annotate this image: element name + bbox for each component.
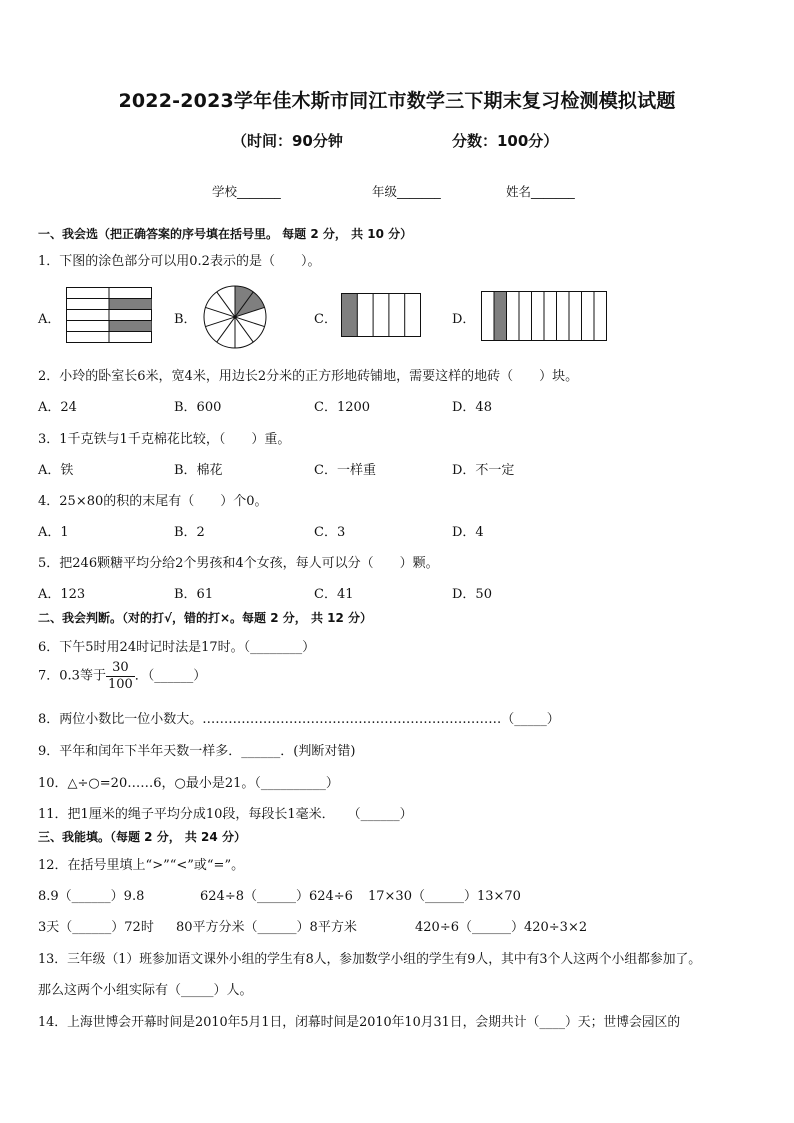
q4-option-a: A．1 — [38, 525, 69, 540]
question-3: 3．1千克铁与1千克棉花比较，（ ）重。 — [38, 432, 291, 447]
section-heading-1: 一、我会选（把正确答案的序号填在括号里。 每题 2 分， 共 10 分） — [38, 227, 413, 241]
question-9: 9．平年和闰年下半年天数一样多．______．(判断对错) — [38, 744, 356, 759]
question-10: 10．△÷○=20……6，○最小是21。（__________） — [38, 776, 339, 791]
q4-option-c: C．3 — [314, 525, 346, 540]
figure-a-shaded-cell — [109, 321, 152, 332]
question-5: 5．把246颗糖平均分给2个男孩和4个女孩，每人可以分（ ）颗。 — [38, 556, 439, 571]
q5-option-d: D．50 — [452, 587, 492, 602]
q1-figure-a — [66, 287, 152, 343]
q1-figure-b — [203, 285, 267, 349]
figure-c-shaded-column — [342, 294, 358, 337]
page-title: 2022-2023学年佳木斯市同江市数学三下期末复习检测模拟试题 — [118, 90, 676, 112]
name-field: 姓名_______ — [506, 184, 575, 199]
figure-d-shaded-column — [494, 292, 507, 341]
q12-item: 3天（______）72时 — [38, 920, 154, 935]
question-7 — [38, 660, 206, 693]
q7-suffix: ．（______） — [134, 668, 207, 684]
question-14: 14．上海世博会开幕时间是2010年5月1日，闭幕时间是2010年10月31日，会期共计（____）天；世博会园区的 — [38, 1015, 681, 1030]
q7-fraction — [106, 660, 135, 693]
q3-option-c: C．一样重 — [314, 463, 376, 478]
section-heading-3: 三、我能填。（每题 2 分， 共 24 分） — [38, 830, 246, 844]
q12-item: 420÷6（______）420÷3×2 — [415, 920, 588, 935]
q3-option-a: A．铁 — [38, 463, 74, 478]
q7-prefix: 7．0.3等于 — [38, 668, 106, 684]
q4-option-b: B．2 — [174, 525, 205, 540]
q1-option-a-label: A． — [38, 312, 61, 327]
question-13-line-2: 那么这两个小组实际有（_____）人。 — [38, 983, 253, 998]
figure-a-shaded-cell — [109, 299, 152, 310]
exam-time: （时间：90分钟 — [232, 132, 343, 150]
q4-option-d: D．4 — [452, 525, 484, 540]
q5-option-a: A．123 — [38, 587, 86, 602]
q5-option-b: B．61 — [174, 587, 214, 602]
q1-figure-d — [481, 291, 607, 341]
q7-numerator: 30 — [106, 660, 135, 677]
question-1: 1．下图的涂色部分可以用0.2表示的是（ ）。 — [38, 254, 321, 269]
q12-item: 17×30（______）13×70 — [368, 889, 521, 904]
question-11: 11．把1厘米的绳子平均分成10段，每段长1毫米． （______） — [38, 807, 413, 822]
q1-figure-c — [341, 293, 421, 337]
exam-score: 分数：100分） — [452, 132, 559, 150]
q2-option-a: A．24 — [38, 400, 77, 415]
school-field: 学校_______ — [212, 184, 281, 199]
q12-item: 8.9（______）9.8 — [38, 889, 145, 904]
q2-option-d: D．48 — [452, 400, 492, 415]
question-4: 4．25×80的积的末尾有（ ）个0。 — [38, 494, 268, 509]
question-8: 8．两位小数比一位小数大。……………………………………………………………（_____） — [38, 712, 560, 727]
q2-option-b: B．600 — [174, 400, 222, 415]
question-12: 12．在括号里填上“>”“<”或“=”。 — [38, 858, 245, 873]
q3-option-b: B．棉花 — [174, 463, 223, 478]
q1-option-b-label: B． — [174, 312, 197, 327]
q12-item: 624÷8（______）624÷6 — [200, 889, 353, 904]
question-13-line-1: 13．三年级（1）班参加语文课外小组的学生有8人，参加数学小组的学生有9人，其中有3个人这两个小组都参加了。 — [38, 952, 702, 967]
q12-item: 80平方分米（______）8平方米 — [176, 920, 357, 935]
question-2: 2．小玲的卧室长6米，宽4米，用边长2分米的正方形地砖铺地，需要这样的地砖（ ）块。 — [38, 369, 579, 384]
question-6: 6．下午5时用24时记时法是17时。（________） — [38, 640, 316, 655]
q2-option-c: C．1200 — [314, 400, 371, 415]
q5-option-c: C．41 — [314, 587, 354, 602]
q3-option-d: D．不一定 — [452, 463, 515, 478]
q7-denominator: 100 — [107, 677, 133, 692]
section-heading-2: 二、我会判断。（对的打√，错的打×。每题 2 分， 共 12 分） — [38, 611, 372, 625]
q1-option-d-label: D． — [452, 312, 476, 327]
grade-field: 年级_______ — [372, 184, 441, 199]
q1-option-c-label: C． — [314, 312, 337, 327]
